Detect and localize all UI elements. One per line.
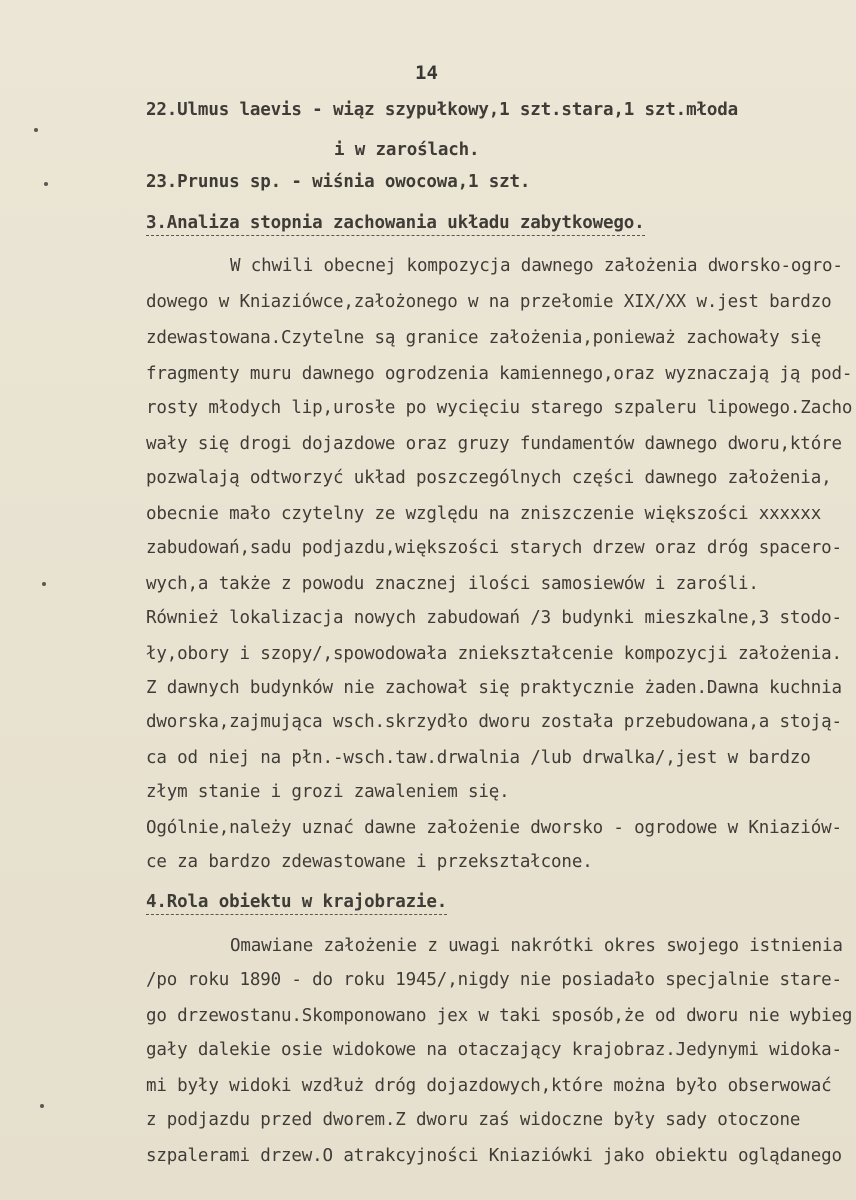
text-line: rosty młodych lip,urosłe po wycięciu starego szpaleru lipowego.Zacho <box>146 398 853 418</box>
text-line: fragmenty muru dawnego ogrodzenia kamiennego,oraz wyznaczają ją pod- <box>146 364 853 384</box>
text-line: ły,obory i szopy/,spowodowała zniekształcenie kompozycji założenia. <box>146 644 842 664</box>
text-line: wały się drogi dojazdowe oraz gruzy fundamentów dawnego dworu,które <box>146 434 842 454</box>
text-line: zdewastowana.Czytelne są granice założenia,ponieważ zachowały się <box>146 328 822 348</box>
text-line: gały dalekie osie widokowe na otaczający krajobraz.Jedynymi widoka- <box>146 1040 842 1060</box>
text-line: 23.Prunus sp. - wiśnia owocowa,1 szt. <box>146 172 531 192</box>
margin-mark <box>34 128 38 132</box>
text-line: Również lokalizacja nowych zabudowań /3 budynki mieszkalne,3 stodo- <box>146 608 842 628</box>
text-line: 22.Ulmus laevis - wiąz szypułkowy,1 szt.stara,1 szt.młoda <box>146 100 738 120</box>
margin-mark <box>40 1104 44 1108</box>
text-line: szpalerami drzew.O atrakcyjności Kniaziówki jako obiektu oglądanego <box>146 1146 842 1166</box>
text-line: ce za bardzo zdewastowane i przekształcone. <box>146 852 593 872</box>
text-line: wych,a także z powodu znacznej ilości samosiewów i zarośli. <box>146 574 759 594</box>
text-line: Omawiane założenie z uwagi nakrótki okres swojego istnienia <box>230 936 843 956</box>
section-heading: 3.Analiza stopnia zachowania układu zabytkowego. <box>146 213 645 236</box>
text-line: /po roku 1890 - do roku 1945/,nigdy nie posiadało specjalnie stare- <box>146 970 842 990</box>
text-line: dowego w Kniaziówce,założonego w na przełomie XIX/XX w.jest bardzo <box>146 292 832 312</box>
text-line: zabudowań,sadu podjazdu,większości starych drzew oraz dróg spacero- <box>146 538 842 558</box>
margin-mark <box>44 182 48 186</box>
text-line: złym stanie i grozi zawaleniem się. <box>146 782 510 802</box>
text-line: ca od niej na płn.-wsch.taw.drwalnia /lub drwalka/,jest w bardzo <box>146 748 811 768</box>
margin-mark <box>42 582 46 586</box>
text-line: go drzewostanu.Skomponowano jex w taki sposób,że od dworu nie wybieg <box>146 1006 853 1026</box>
text-line: z podjazdu przed dworem.Z dworu zaś widoczne były sady otoczone <box>146 1110 801 1130</box>
text-line: i w zaroślach. <box>334 140 480 160</box>
text-line: Z dawnych budynków nie zachował się praktycznie żaden.Dawna kuchnia <box>146 678 842 698</box>
page-number: 14 <box>415 62 438 84</box>
text-line: mi były widoki wzdłuż dróg dojazdowych,które można było obserwować <box>146 1076 832 1096</box>
text-line: Ogólnie,należy uznać dawne założenie dworsko - ogrodowe w Kniaziów- <box>146 818 842 838</box>
section-heading: 4.Rola obiektu w krajobrazie. <box>146 892 447 915</box>
text-line: dworska,zajmująca wsch.skrzydło dworu została przebudowana,a stoją- <box>146 712 842 732</box>
text-line: obecnie mało czytelny ze względu na zniszczenie większości xxxxxx <box>146 504 822 524</box>
text-line: pozwalają odtworzyć układ poszczególnych części dawnego założenia, <box>146 468 832 488</box>
text-line: W chwili obecnej kompozycja dawnego założenia dworsko-ogro- <box>230 256 843 276</box>
